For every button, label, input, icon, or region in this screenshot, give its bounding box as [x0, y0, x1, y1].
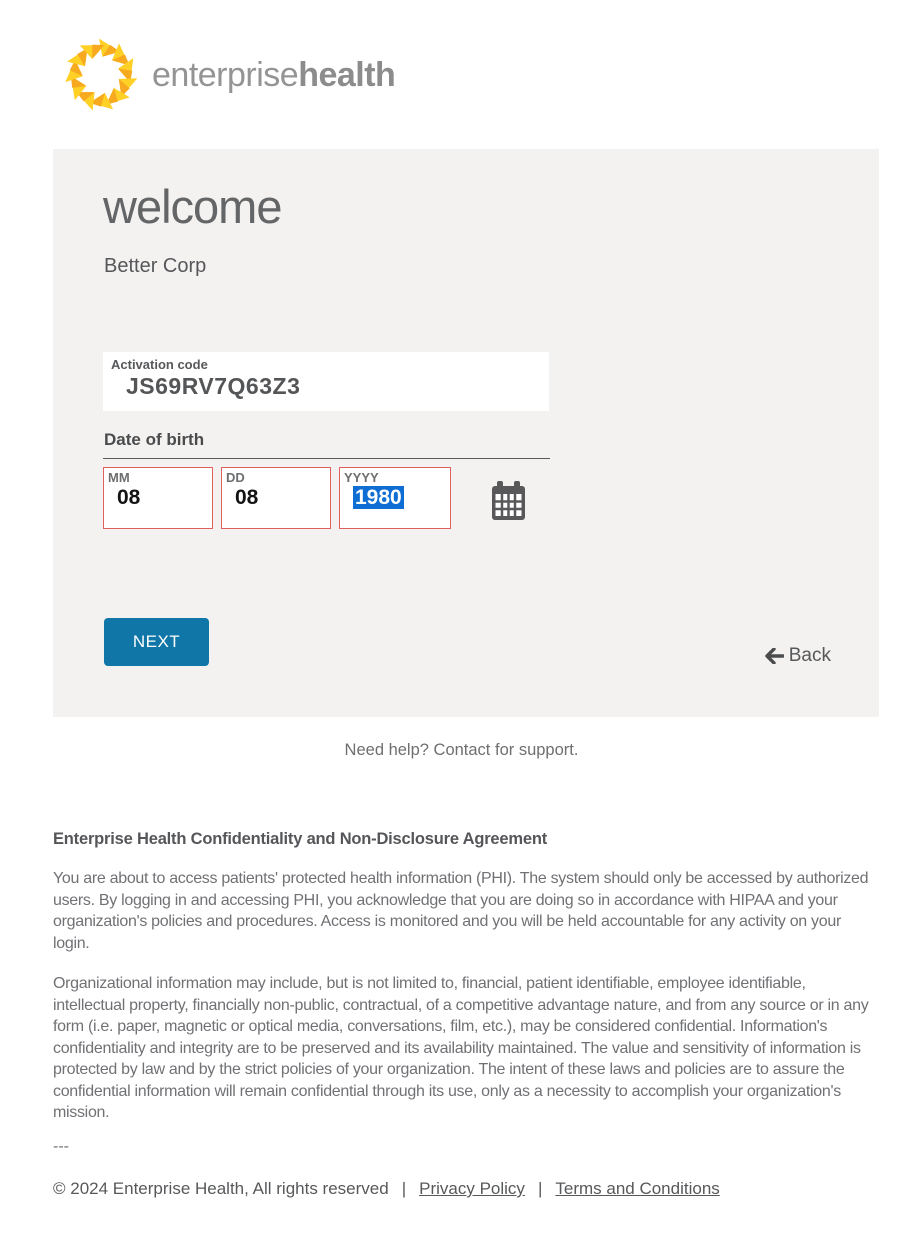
back-arrow-icon — [765, 648, 784, 664]
next-button[interactable]: NEXT — [104, 618, 209, 666]
help-text: Need help? Contact for support. — [344, 741, 579, 759]
year-input[interactable] — [339, 467, 451, 529]
year-input-value: 1980 — [355, 486, 402, 509]
day-input-label: DD — [226, 470, 245, 485]
logo-word-health: health — [298, 55, 396, 94]
logo-wordmark — [152, 56, 395, 95]
month-input-value: 08 — [117, 486, 141, 509]
back-link[interactable] — [765, 645, 831, 667]
footer-pipe: | — [537, 1179, 543, 1198]
date-of-birth-divider — [103, 458, 550, 459]
terms-and-conditions-link[interactable]: Terms and Conditions — [555, 1179, 720, 1198]
back-link-label: Back — [788, 645, 831, 666]
footer-pipe: | — [401, 1179, 407, 1198]
copyright-text: © 2024 Enterprise Health, All rights reserved — [53, 1179, 389, 1198]
welcome-card — [53, 149, 879, 717]
footer — [53, 1179, 720, 1199]
calendar-picker-button[interactable] — [492, 481, 526, 521]
agreement-heading: Enterprise Health Confidentiality and Non-Disclosure Agreement — [53, 830, 547, 848]
agreement-paragraph-1: You are about to access patients' protected health information (PHI). The system should only be accessed by authorized users. By logging in and accessing PHI, you acknowledge that you are doing so in accordance with HIPAA and your organization's policies and procedures. Access is monitored and you will be held accountable for any activity on your login. — [53, 870, 869, 952]
enterprise-health-logo — [62, 36, 395, 114]
logo-word-enterprise: enterprise — [152, 55, 299, 94]
day-input-value: 08 — [235, 486, 259, 509]
activation-code-label: Activation code — [111, 357, 208, 372]
sunburst-logo-icon — [62, 36, 140, 114]
date-of-birth-inputs — [103, 467, 526, 529]
activation-code-value: JS69RV7Q63Z3 — [126, 373, 301, 399]
company-name: Better Corp — [104, 255, 207, 277]
page-title: welcome — [103, 180, 282, 233]
confidentiality-agreement — [53, 830, 880, 1124]
day-input[interactable] — [221, 467, 331, 529]
privacy-policy-link[interactable]: Privacy Policy — [419, 1179, 525, 1198]
month-input-label: MM — [108, 470, 130, 485]
year-input-label: YYYY — [344, 470, 379, 485]
footer-separator: --- — [53, 1138, 69, 1155]
calendar-icon — [492, 481, 526, 521]
activation-code-field[interactable] — [103, 352, 549, 411]
date-of-birth-label: Date of birth — [104, 430, 205, 449]
agreement-paragraph-2: Organizational information may include, but is not limited to, financial, patient identifiable, employee identifiable, intellectual property, financially non-public, contractual, of a competitive advantage nature, and from any source or in any form (i.e. paper, magnetic or optical media, conversations, film, etc.), may be considered confidential. Information's confidentiality and integrity are to be preserved and its availability maintained. The value and sensitivity of information is protected by law and by the strict policies of your organization. The intent of these laws and policies are to assure the confidential information will remain confidential through its use, only as a necessity to accomplish your organization's mission. — [53, 975, 869, 1121]
month-input[interactable] — [103, 467, 213, 529]
